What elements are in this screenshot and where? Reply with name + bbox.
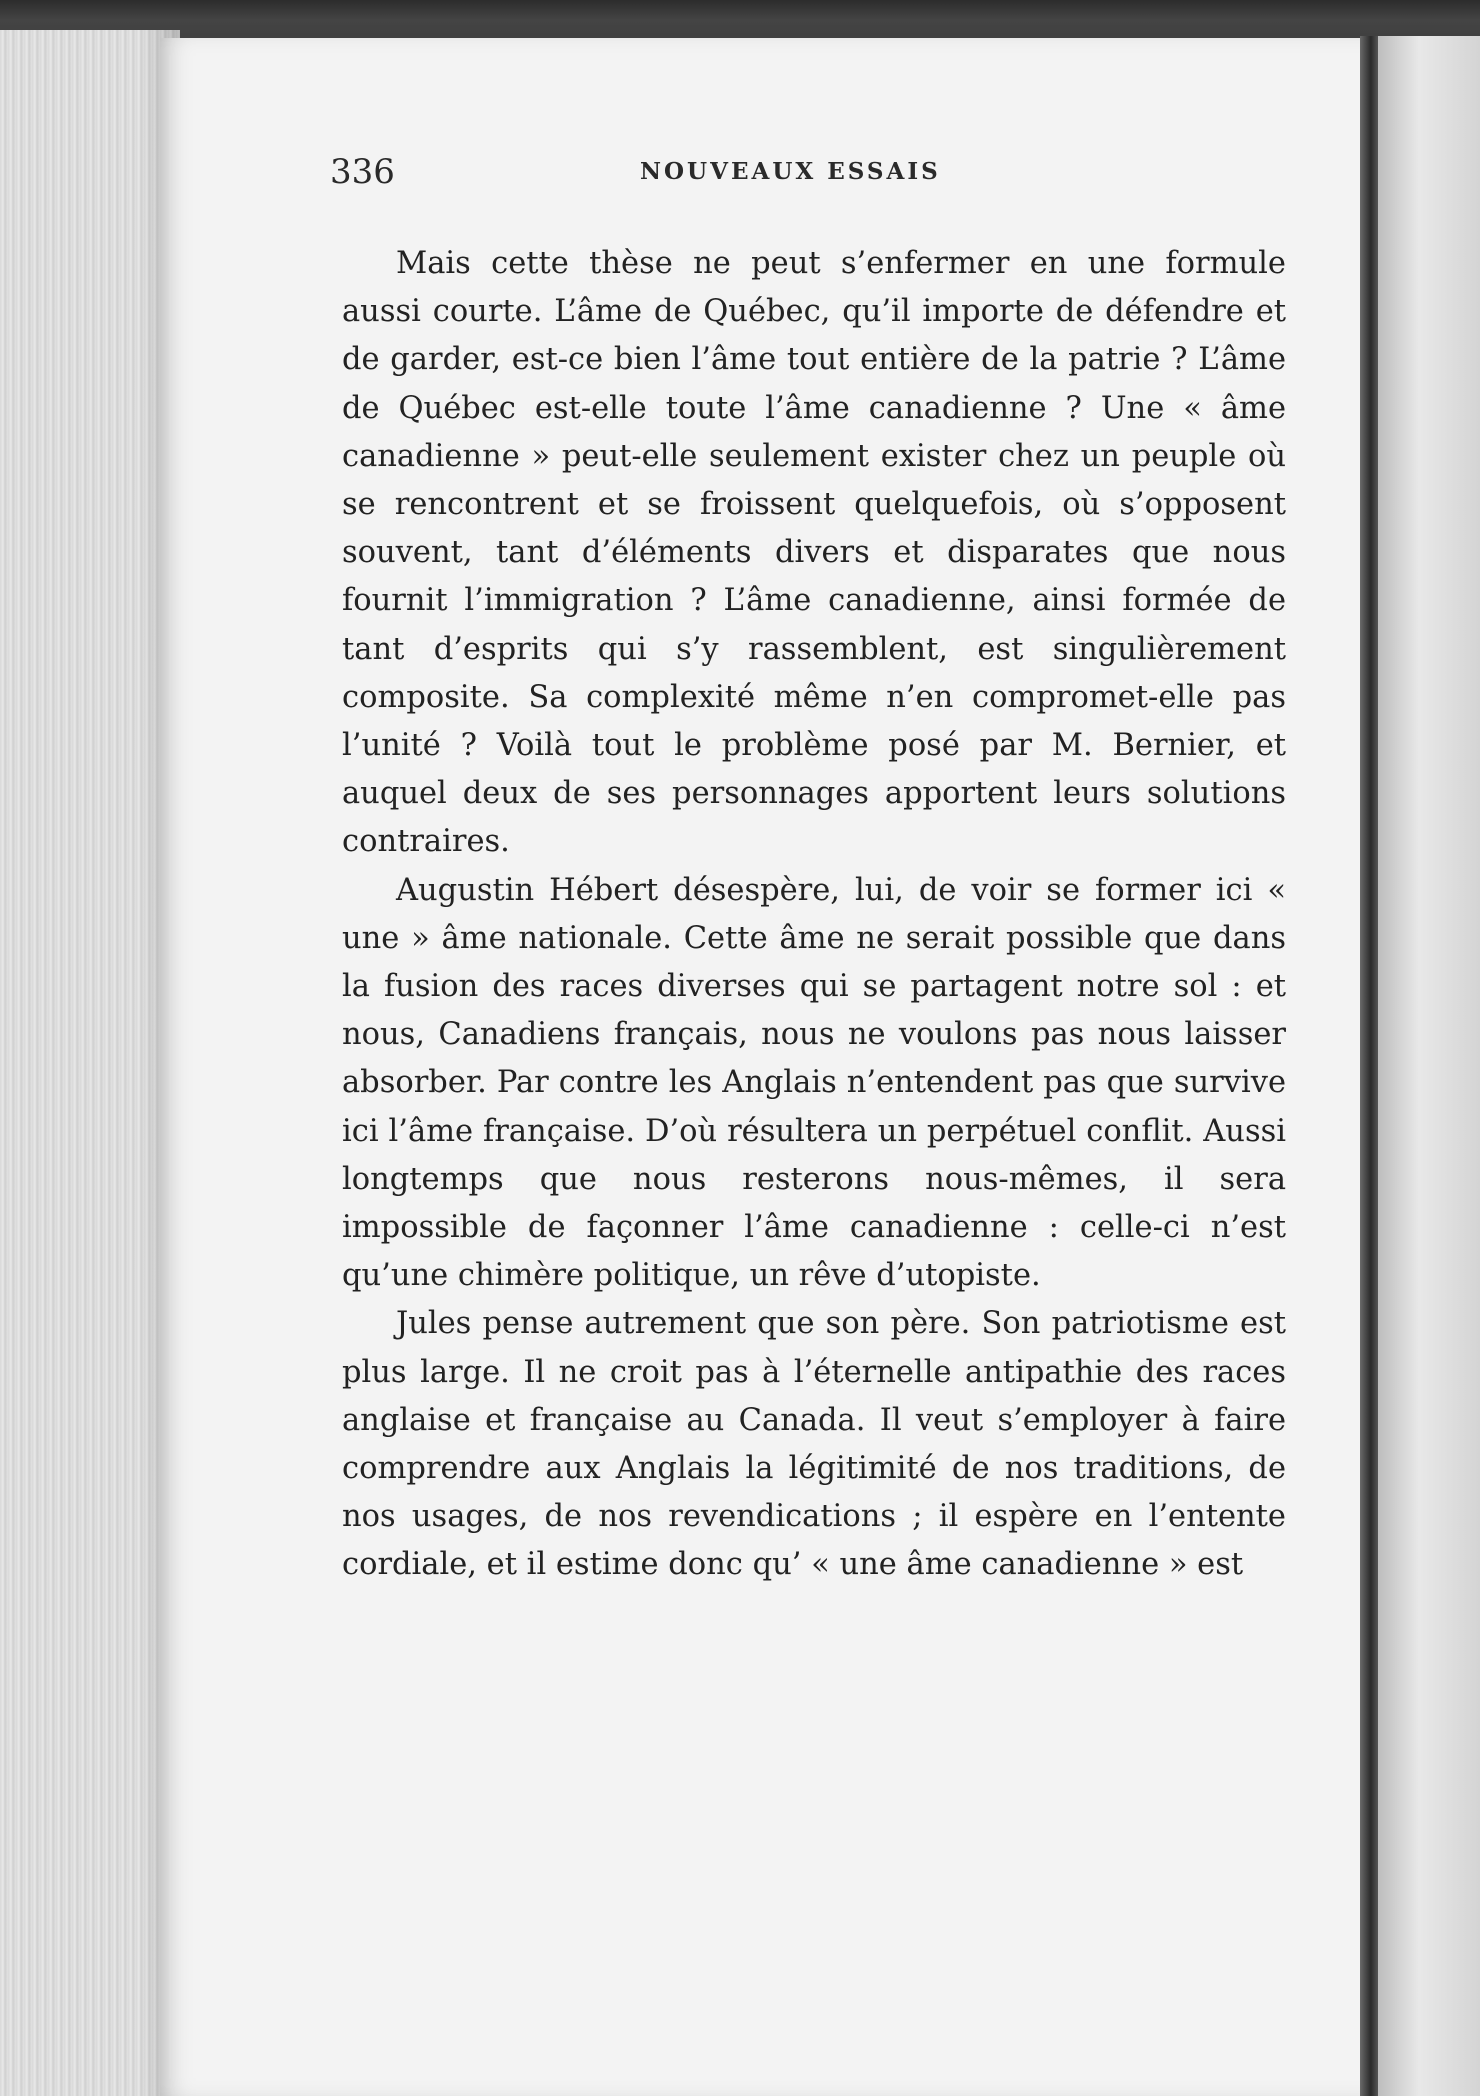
page-header [330,152,1270,192]
paragraph: Augustin Hébert désespère, lui, de voir se former ici « une » âme nationale. Cette âme ne serait possible que dans la fusion des races diverses qui se partagent notre sol : et nous, Canadiens français, nous ne voulons pas nous laisser absorber. Par contre les Anglais n’entendent pas que survive ici l’âme française. D’où résultera un perpétuel conflit. Aussi longtemps que nous resterons nous-mêmes, il sera impossible de façonner l’âme canadienne : celle-ci n’est qu’une chimère politique, un rêve d’utopiste. [342,872,1286,1294]
facing-page-edge [1378,36,1480,2096]
running-head: NOUVEAUX ESSAIS [640,158,941,185]
page-number: 336 [330,152,395,192]
paragraph: Jules pense autrement que son père. Son patriotisme est plus large. Il ne croit pas à l’éternelle antipathie des races anglaise et française au Canada. Il veut s’employer à faire comprendre aux Anglais la légitimité de nos traditions, de nos usages, de nos revendications ; il espère en l’entente cordiale, et il estime donc qu’ « une âme canadienne » est [342,1306,1286,1583]
paragraph: Mais cette thèse ne peut s’enfermer en une formule aussi courte. L’âme de Québec, qu’il importe de défendre et de garder, est-ce bien l’âme tout entière de la patrie ? L’âme de Québec est-elle toute l’âme canadienne ? Une « âme canadienne » peut-elle seulement exister chez un peuple où se rencontrent et se froissent quelquefois, où s’opposent souvent, tant d’éléments divers et disparates que nous fournit l’immigration ? L’âme canadienne, ainsi formée de tant d’esprits qui s’y rassemblent, est singulièrement composite. Sa complexité même n’en compromet-elle pas l’unité ? Voilà tout le problème posé par M. Bernier, et auquel deux de ses personnages apportent leurs solutions contraires. [342,246,1286,860]
body-text [342,240,1286,1590]
book-gutter [1360,36,1378,2096]
